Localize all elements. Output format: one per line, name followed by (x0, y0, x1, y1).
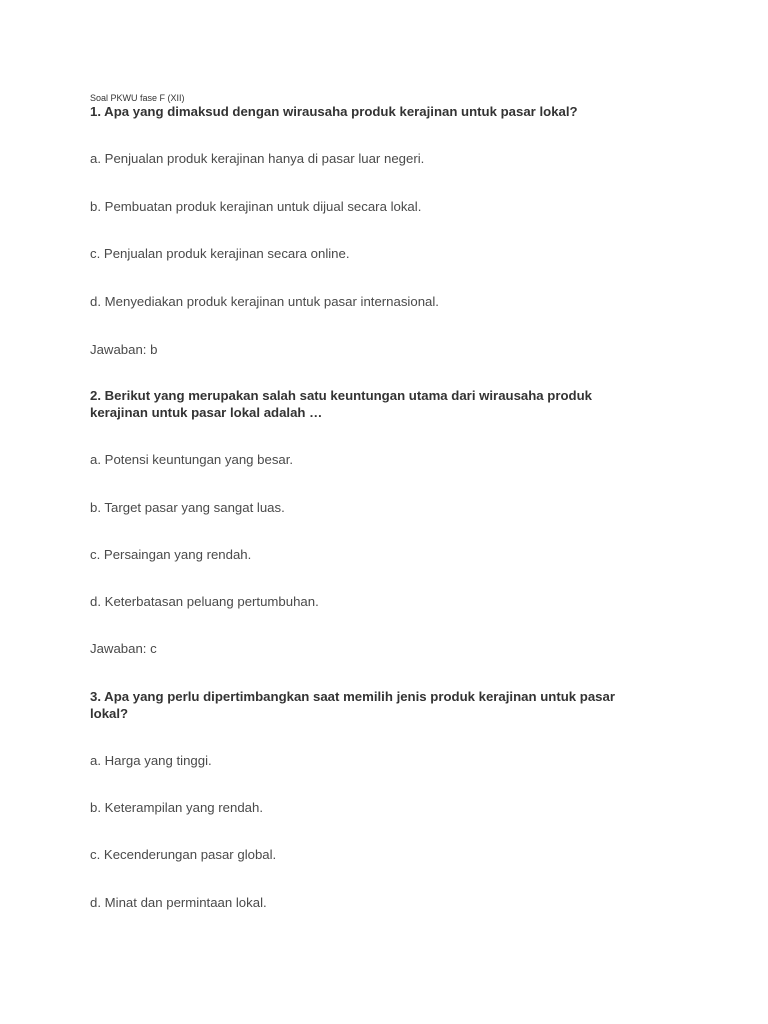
question-2-option-b: b. Target pasar yang sangat luas. (90, 500, 285, 515)
question-1-option-c: c. Penjualan produk kerajinan secara online. (90, 246, 350, 261)
question-1-answer: Jawaban: b (90, 342, 158, 357)
question-3: 3. Apa yang perlu dipertimbangkan saat memilih jenis produk kerajinan untuk pasar lokal? (90, 689, 615, 721)
document-header: Soal PKWU fase F (XII) (90, 93, 185, 103)
question-1-option-b: b. Pembuatan produk kerajinan untuk dijual secara lokal. (90, 199, 422, 214)
question-1-option-d: d. Menyediakan produk kerajinan untuk pasar internasional. (90, 294, 439, 309)
question-1: 1. Apa yang dimaksud dengan wirausaha produk kerajinan untuk pasar lokal? (90, 104, 578, 119)
question-3-option-a: a. Harga yang tinggi. (90, 753, 212, 768)
question-2: 2. Berikut yang merupakan salah satu keuntungan utama dari wirausaha produk kerajinan untuk pasar lokal adalah … (90, 388, 592, 420)
question-3-option-d: d. Minat dan permintaan lokal. (90, 895, 267, 910)
question-3-option-c: c. Kecenderungan pasar global. (90, 847, 277, 862)
question-3-option-b: b. Keterampilan yang rendah. (90, 800, 264, 815)
question-2-option-d: d. Keterbatasan peluang pertumbuhan. (90, 594, 319, 609)
question-2-option-a: a. Potensi keuntungan yang besar. (90, 452, 294, 467)
question-2-option-c: c. Persaingan yang rendah. (90, 547, 252, 562)
question-1-option-a: a. Penjualan produk kerajinan hanya di pasar luar negeri. (90, 151, 425, 166)
question-2-answer: Jawaban: c (90, 641, 157, 656)
